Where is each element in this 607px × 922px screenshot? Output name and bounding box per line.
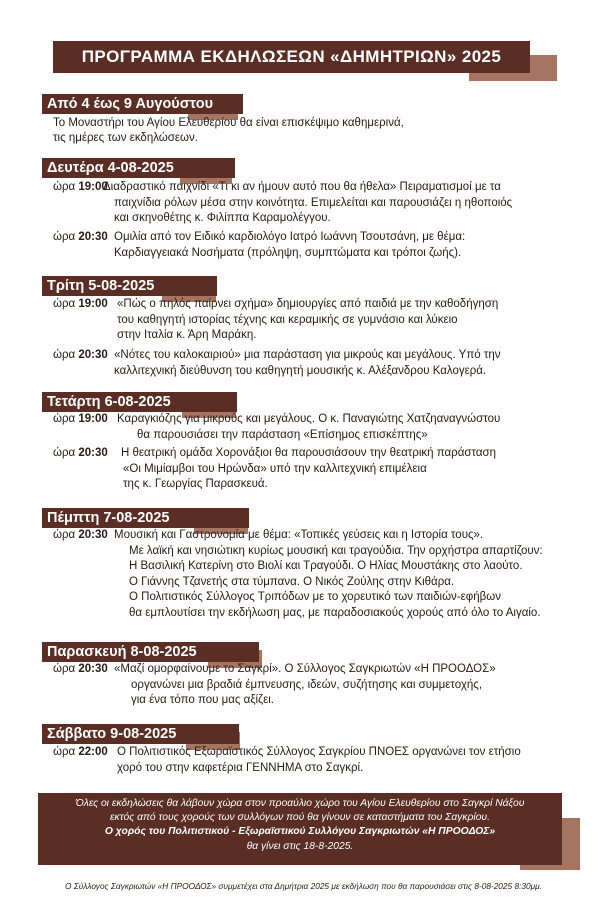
- event-time: ώρα 20:30: [53, 447, 108, 459]
- event-entry: [53, 745, 593, 776]
- event-text: «Πώς ο πηλός παίρνει σχήμα» δημιουργίες από παιδιά με την καθοδήγηση: [117, 298, 499, 310]
- event-time: ώρα 20:30: [53, 663, 108, 675]
- day-heading: Σάββατο 9-08-2025: [42, 724, 239, 744]
- event-text: θα παρουσιάσει την παράσταση «Επίσημος επισκέπτης»: [137, 428, 428, 441]
- event-text: καλλιτεχνική διεύθυνση του καθηγητή μουσικής κ. Αλέξανδρου Καλογερά.: [114, 364, 487, 377]
- footer-line: εκτός από τους χορούς των συλλόγων πού θα γίνουν σε καταστήματα του Σαγκρίου.: [110, 812, 490, 824]
- title-banner: [0, 0, 607, 80]
- event-time: ώρα 19:00: [53, 413, 108, 425]
- event-text: οργανώνει μια βραδιά έμπνευσης, ιδεών, συζήτησης και συμμετοχής,: [131, 678, 483, 691]
- event-text: «Μαζί ομορφαίνουμε το Σαγκρί». Ο Σύλλογος Σαγκριωτών «Η ΠΡΟΟΔΟΣ»: [114, 663, 496, 675]
- event-text: του καθηγητή ιστορίας τέχνης και κεραμικής σε γυμνάσιο και λύκειο: [117, 313, 458, 326]
- event-text: Ο Γιάννης Τζανετής στα τύμπανα. Ο Νικός Ζούλης στην Κιθάρα.: [129, 575, 455, 588]
- day-heading: Δευτέρα 4-08-2025: [42, 158, 235, 178]
- event-text: παιχνίδια ρόλων μέσα στην κοινότητα. Επιμελείται και παρουσιάζει η ηθοποιός: [114, 196, 513, 209]
- page-title: ΠΡΟΓΡΑΜΜΑ ΕΚΔΗΛΩΣΕΩΝ «ΔΗΜΗΤΡΙΩΝ» 2025: [53, 41, 530, 73]
- event-entry: [53, 528, 593, 622]
- footer-notice: [38, 793, 562, 865]
- day-heading: Πέμπτη 7-08-2025: [42, 508, 249, 528]
- day-heading: Παρασκευή 8-08-2025: [42, 642, 259, 662]
- event-text: Ομιλία από τον Ειδικό καρδιολόγο Ιατρό Ιωάννη Τσουτσάνη, με θέμα:: [114, 231, 466, 243]
- event-text: στην Ιταλία κ. Άρη Μαράκη.: [117, 329, 257, 342]
- event-text: για ένα τόπο που μας αξίζει.: [131, 694, 274, 707]
- event-text: χορό του στην καφετέρια ΓΕΝΝΗΜΑ στο Σαγκρί.: [117, 761, 364, 774]
- intro-line: Το Μοναστήρι του Αγίου Ελευθερίου θα είναι επισκέψιμο καθημερινά,: [53, 117, 404, 129]
- day-heading: Τρίτη 5-08-2025: [42, 276, 217, 296]
- event-entry: [53, 662, 593, 709]
- event-text: «Οι Μιμίαμβοι του Ηρώνδα» υπό την καλλιτεχνική επιμέλεια: [123, 462, 427, 475]
- event-time: ώρα 19:00: [53, 298, 108, 310]
- event-text: Καρδιαγγειακά Νοσήματα (πρόληψη, συμπτώματα και τρόποι ζωής).: [114, 246, 462, 259]
- bottom-note: Ο Σύλλογος Σαγκριωτών «Η ΠΡΟΟΔΟΣ» συμμετέχει στα Δημήτρια 2025 με εκδήλωση που θα παρουσιάσει στις 8-08-2025 8:30μμ.: [64, 881, 542, 891]
- event-entry: [53, 412, 593, 443]
- event-text: Ο Πολιτιστικός Σύλλογος Τριπόδων με το χορευτικό των παιδιών-εφήβων: [129, 591, 501, 604]
- event-text: Διαδραστικό παιχνίδι «Τι κι αν ήμουν αυτό που θα ήθελα» Πειραματισμοί με τα: [103, 181, 501, 193]
- event-text: της κ. Γεωργίας Παρασκευά.: [123, 478, 268, 491]
- day-heading: Τετάρτη 6-08-2025: [42, 392, 237, 412]
- event-entry: [53, 230, 593, 261]
- event-time: ώρα 22:00: [53, 746, 108, 758]
- event-text: Η θεατρική ομάδα Χορονάξιοι θα παρουσιάσουν την θεατρική παράσταση: [121, 447, 496, 459]
- footer-line: Όλες οι εκδηλώσεις θα λάβουν χώρα στον προαύλιο χώρο του Αγίου Ελευθερίου στο Σαγκρί Νάξου: [75, 798, 525, 809]
- event-text: Ο Πολιτιστικός Εξωραϊστικός Σύλλογος Σαγκρίου ΠΝΟΕΣ οργανώνει τον ετήσιο: [117, 746, 521, 758]
- event-time: ώρα 19:00: [53, 181, 108, 193]
- intro-heading: Από 4 έως 9 Αυγούστου: [42, 94, 243, 114]
- event-text: θα εμπλουτίσει την εκδήλωση μας, με παραδοσιακούς χορούς από όλο το Αιγαίο.: [129, 606, 541, 619]
- event-text: «Νότες του καλοκαιριού» μια παράσταση για μικρούς και μεγάλους. Υπό την: [114, 349, 501, 361]
- event-text: Καραγκιόζης για μικρούς και μεγάλους. Ο κ. Παναγιώτης Χατζηαναγνώστου: [117, 413, 501, 425]
- event-entry: [53, 297, 593, 344]
- event-time: ώρα 20:30: [53, 529, 108, 541]
- intro-line: τις ημέρες των εκδηλώσεων.: [53, 132, 198, 144]
- event-entry: [53, 446, 593, 493]
- event-text: και σκηνοθέτης κ. Φιλίππα Καραμολέγγου.: [114, 212, 331, 225]
- event-time: ώρα 20:30: [53, 349, 108, 361]
- footer-line: θα γίνει στις 18-8-2025.: [246, 840, 354, 852]
- event-entry: [53, 348, 593, 379]
- event-time: ώρα 20:30: [53, 231, 108, 243]
- event-text: Με λαϊκή και νησιώτικη κυρίως μουσική και τραγούδια. Την ορχήστρα απαρτίζουν:: [129, 544, 543, 557]
- footer-line: Ο χορός του Πολιτιστικού - Εξωραϊστικού Συλλόγου Σαγκριωτών «Η ΠΡΟΟΔΟΣ»: [104, 826, 496, 838]
- event-text: Μουσική και Γαστρονομία με θέμα: «Τοπικές γεύσεις και η Ιστορία τους».: [114, 529, 484, 541]
- event-text: Η Βασιλική Κατερίνη στο Βιολί και Τραγούδι. Ο Ηλίας Μουστάκης στο λαούτο.: [129, 560, 523, 573]
- event-entry: [53, 180, 593, 227]
